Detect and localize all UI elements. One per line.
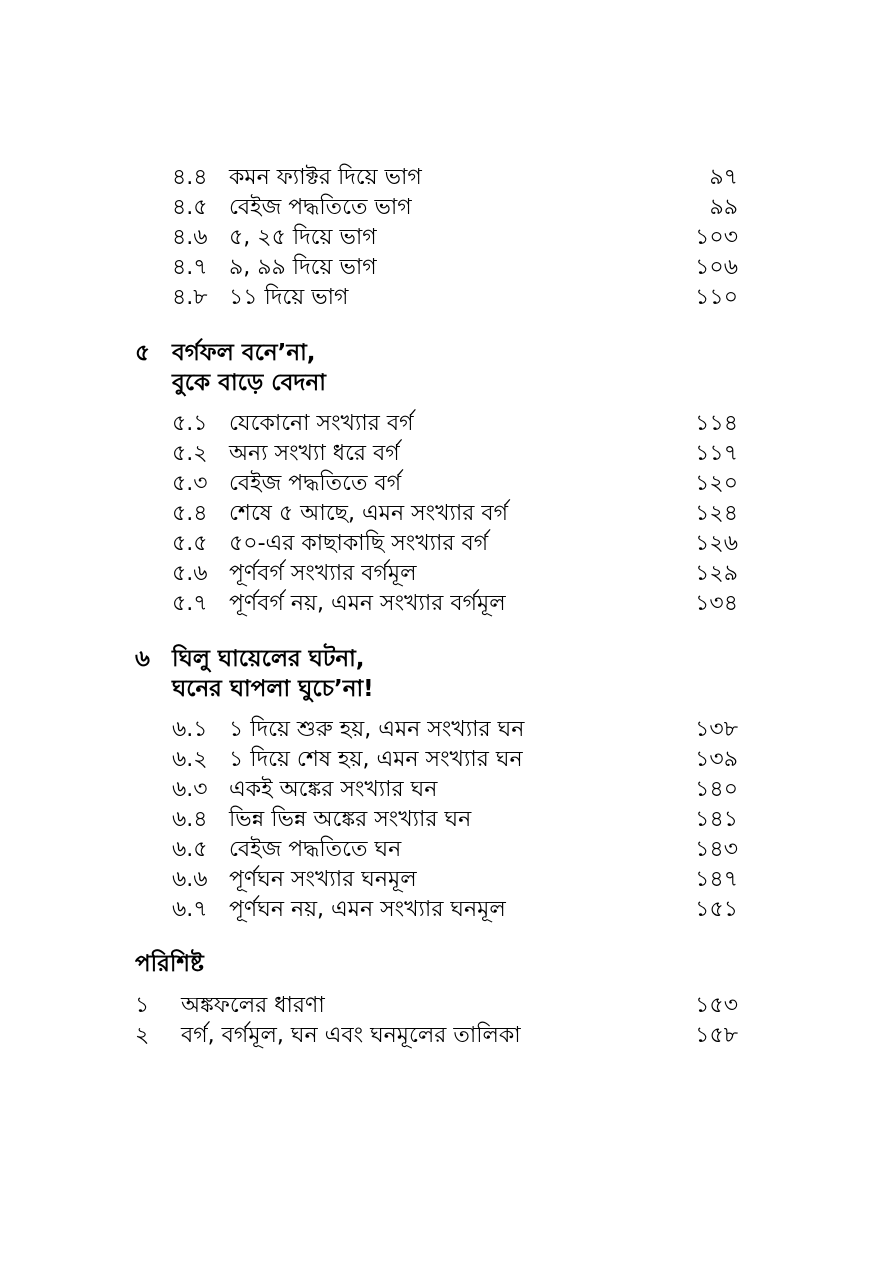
- entry-page-number: ১৪৩: [695, 837, 738, 862]
- entry-number: ৫.৬: [172, 561, 208, 586]
- entry-title: শেষে ৫ আছে, এমন সংখ্যার বর্গ: [229, 501, 509, 526]
- entry-title: বেইজ পদ্ধতিতে বর্গ: [229, 471, 402, 496]
- entry-number: ৫.৩: [172, 471, 208, 496]
- entry-number: ৫.২: [172, 441, 208, 466]
- entry-title: বর্গ, বর্গমূল, ঘন এবং ঘনমূলের তালিকা: [181, 1023, 521, 1048]
- entry-title: অন্য সংখ্যা ধরে বর্গ: [229, 441, 400, 466]
- chapter-5-heading[interactable]: [0, 337, 870, 369]
- entry-number: ৪.৪: [172, 165, 208, 190]
- entry-title: বেইজ পদ্ধতিতে ঘন: [229, 837, 402, 862]
- entry-title: ভিন্ন ভিন্ন অঙ্কের সংখ্যার ঘন: [229, 807, 472, 832]
- chapter-6-heading-line2: [0, 673, 870, 705]
- entry-title: ৯, ৯৯ দিয়ে ভাগ: [229, 255, 377, 280]
- entry-number: ৫.৪: [172, 501, 208, 526]
- entry-title: ১ দিয়ে শুরু হয়, এমন সংখ্যার ঘন: [229, 717, 525, 742]
- entry-title: একই অঙ্কের সংখ্যার ঘন: [229, 777, 438, 802]
- chapter-number: ৫: [135, 340, 150, 366]
- entry-number: ৬.৬: [172, 867, 208, 892]
- entry-page-number: ১১০: [695, 285, 738, 310]
- entry-page-number: ১০৩: [695, 225, 738, 250]
- entry-number: ৬.৫: [172, 837, 208, 862]
- entry-number: ২: [135, 1023, 150, 1048]
- entry-title: ১১ দিয়ে ভাগ: [229, 285, 349, 310]
- entry-page-number: ৯৯: [709, 195, 738, 220]
- chapter-title-line1: ঘিলু ঘায়েলের ঘটনা,: [172, 646, 365, 672]
- entry-title: পূর্ণঘন সংখ্যার ঘনমূল: [229, 867, 417, 892]
- entry-number: ৬.৭: [172, 897, 208, 922]
- entry-page-number: ১১৪: [695, 411, 738, 436]
- entry-title: পূর্ণঘন নয়, এমন সংখ্যার ঘনমূল: [229, 897, 506, 922]
- entry-title: যেকোনো সংখ্যার বর্গ: [229, 411, 414, 436]
- appendix-heading[interactable]: পরিশিষ্ট: [135, 951, 204, 977]
- entry-number: ৫.৫: [172, 531, 208, 556]
- entry-title: বেইজ পদ্ধতিতে ভাগ: [229, 195, 412, 220]
- entry-number: ৫.৭: [172, 591, 208, 616]
- entry-page-number: ১৪১: [695, 807, 738, 832]
- entry-page-number: ১৩৯: [695, 747, 738, 772]
- entry-number: ৫.১: [172, 411, 208, 436]
- entry-title: ৫০-এর কাছাকাছি সংখ্যার বর্গ: [229, 531, 489, 556]
- entry-title: কমন ফ্যাক্টর দিয়ে ভাগ: [229, 165, 422, 190]
- chapter-title-line2: বুকে বাড়ে বেদনা: [172, 370, 326, 396]
- entry-number: ৬.৩: [172, 777, 208, 802]
- entry-number: ৪.৫: [172, 195, 208, 220]
- entry-page-number: ১২০: [695, 471, 738, 496]
- entry-page-number: ১২৪: [695, 501, 738, 526]
- entry-number: ৬.১: [172, 717, 208, 742]
- entry-page-number: ১৫১: [695, 897, 738, 922]
- entry-number: ৪.৭: [172, 255, 208, 280]
- chapter-6-heading[interactable]: [0, 643, 870, 675]
- entry-number: ৬.২: [172, 747, 208, 772]
- entry-page-number: ১৫৮: [695, 1023, 738, 1048]
- chapter-number: ৬: [135, 646, 150, 672]
- chapter-5-heading-line2: [0, 367, 870, 399]
- entry-number: ৪.৮: [172, 285, 208, 310]
- entry-title: ১ দিয়ে শেষ হয়, এমন সংখ্যার ঘন: [229, 747, 523, 772]
- entry-number: ৬.৪: [172, 807, 208, 832]
- entry-page-number: ১২৬: [695, 531, 738, 556]
- entry-page-number: ১০৬: [695, 255, 738, 280]
- entry-number: ৪.৬: [172, 225, 208, 250]
- entry-title: ৫, ২৫ দিয়ে ভাগ: [229, 225, 377, 250]
- entry-number: ১: [135, 993, 150, 1018]
- entry-page-number: ৯৭: [709, 165, 738, 190]
- entry-page-number: ১৫৩: [695, 993, 738, 1018]
- entry-page-number: ১২৯: [695, 561, 738, 586]
- entry-page-number: ১১৭: [695, 441, 738, 466]
- chapter-title-line2: ঘনের ঘাপলা ঘুচে’না!: [172, 676, 374, 702]
- entry-page-number: ১৪৭: [695, 867, 738, 892]
- entry-title: অঙ্কফলের ধারণা: [181, 993, 325, 1018]
- entry-page-number: ১৪০: [695, 777, 738, 802]
- chapter-title-line1: বর্গফল বনে’না,: [172, 340, 316, 366]
- entry-title: পূর্ণবর্গ নয়, এমন সংখ্যার বর্গমূল: [229, 591, 506, 616]
- entry-title: পূর্ণবর্গ সংখ্যার বর্গমূল: [229, 561, 417, 586]
- entry-page-number: ১৩৮: [695, 717, 738, 742]
- entry-page-number: ১৩৪: [695, 591, 738, 616]
